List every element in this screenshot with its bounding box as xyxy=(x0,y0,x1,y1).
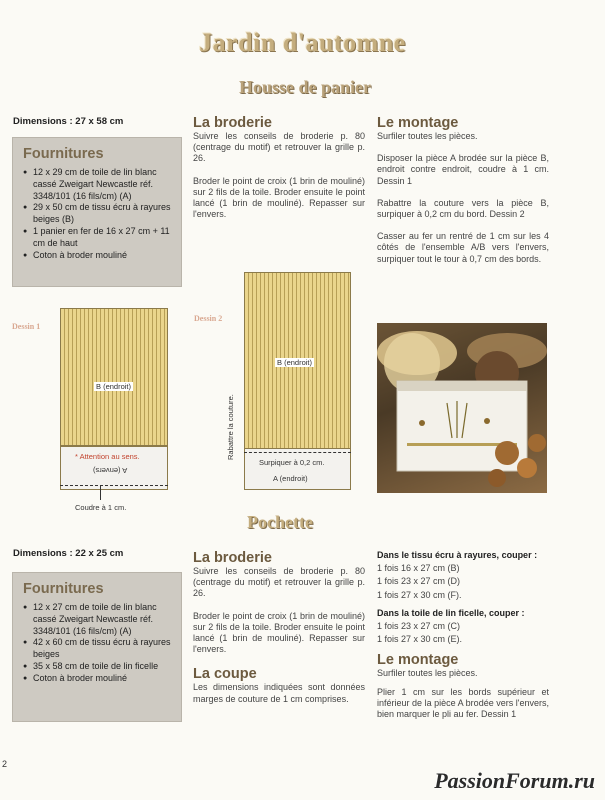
cut-line: 1 fois 27 x 30 cm (F). xyxy=(377,589,462,600)
section-heading: La broderie xyxy=(193,115,272,131)
montage-section-housse xyxy=(377,115,549,276)
coudre-label: Coudre à 1 cm. xyxy=(75,503,127,512)
paragraph: Disposer la pièce A brodée sur la pièce B, endroit contre endroit, coudre à 1 cm. Dessin 1 xyxy=(377,153,549,186)
broderie-section-housse xyxy=(193,115,365,231)
list-item: ● Coton à broder mouliné xyxy=(23,250,173,262)
cut-heading-lin: Dans la toile de lin ficelle, couper : xyxy=(377,607,525,618)
section-heading: Le montage xyxy=(377,115,459,131)
list-item: ● 12 x 27 cm de toile de lin blanc cassé Zweigart Newcastle réf. 3348/101 (16 fils/cm) (A) xyxy=(23,602,173,637)
list-item: ● 12 x 29 cm de toile de lin blanc cassé Zweigart Newcastle réf. 3348/101 (16 fils/cm) (A) xyxy=(23,167,173,202)
paragraph: Broder le point de croix (1 brin de mouliné) sur 2 fils de la toile. Broder ensuite le point lancé (1 brin de mouliné). Repasser sur l'envers. xyxy=(193,175,365,220)
dessin-1-label: Dessin 1 xyxy=(12,322,41,331)
paragraph: Suivre les conseils de broderie p. 80 (centrage du motif) et retrouver la grille p. 26. xyxy=(193,566,365,599)
section-title-pochette: Pochette xyxy=(247,512,313,532)
rabattre-label: Rabattre la couture. xyxy=(226,394,235,460)
section-title-housse: Housse de panier xyxy=(238,77,371,97)
paragraph: Broder le point de croix (1 brin de mouliné) sur 2 fils de la toile. Broder ensuite le point lancé (1 brin de mouliné). Repasser sur l'envers. xyxy=(193,610,365,655)
fournitures-title: Fournitures xyxy=(23,146,104,162)
paragraph: Plier 1 cm sur les bords supérieur et inférieur de la pièce A brodée vers l'envers, bien marquer le pli au fer. Dessin 1 xyxy=(377,686,549,720)
paragraph: Les dimensions indiquées sont données marges de couture de 1 cm comprises. xyxy=(193,682,365,704)
cut-line: 1 fois 16 x 27 cm (B) xyxy=(377,563,460,574)
b-endroit-label: B (endroit) xyxy=(277,358,313,367)
list-item: ● 42 x 60 cm de tissu écru à rayures beiges xyxy=(23,637,173,661)
topstitch-line xyxy=(244,452,351,453)
page-number: 2 xyxy=(2,759,8,769)
paragraph: Surfiler toutes les pièces. xyxy=(377,131,478,141)
cut-line: 1 fois 27 x 30 cm (E). xyxy=(377,634,463,645)
list-item: ● 29 x 50 cm de tissu écru à rayures beiges (B) xyxy=(23,202,173,226)
dimensions-pochette: Dimensions : 22 x 25 cm xyxy=(13,548,124,559)
basket-photo xyxy=(377,323,547,493)
fournitures-list xyxy=(23,602,173,685)
fournitures-box-housse xyxy=(12,137,182,287)
section-heading: La coupe xyxy=(193,666,257,683)
fournitures-title: Fournitures xyxy=(23,581,104,597)
paragraph: Casser au fer un rentré de 1 cm sur les 4 côtés de l'ensemble A/B vers l'envers, surpiquer tout le tour à 0,7 cm des bords. xyxy=(377,231,549,264)
cut-line: 1 fois 23 x 27 cm (C) xyxy=(377,621,461,632)
fabric-b-stripes xyxy=(60,308,168,446)
fabric-a-endroit xyxy=(244,448,351,490)
b-endroit-label: B (endroit) xyxy=(96,382,132,391)
cut-line: 1 fois 23 x 27 cm (D) xyxy=(377,576,461,587)
seam-pointer xyxy=(100,486,101,500)
list-item: ● Coton à broder mouliné xyxy=(23,673,173,685)
seam-line xyxy=(60,485,168,486)
fournitures-list xyxy=(23,167,173,261)
section-heading: La broderie xyxy=(193,550,272,566)
paragraph: Rabattre la couture vers la pièce B, surpiquer à 0,2 cm du bord. Dessin 2 xyxy=(377,197,549,220)
section-heading: Le montage xyxy=(377,652,459,669)
attention-note: * Attention au sens. xyxy=(75,452,140,461)
list-item: ● 1 panier en fer de 16 x 27 cm + 11 cm de haut xyxy=(23,226,173,250)
fabric-a-envers xyxy=(60,446,168,490)
a-envers-label: A (envers) xyxy=(93,466,128,475)
paragraph: Suivre les conseils de broderie p. 80 (centrage du motif) et retrouver la grille p. 26. xyxy=(193,131,365,164)
basket-illustration xyxy=(377,323,547,493)
dessin-2-label: Dessin 2 xyxy=(194,314,223,323)
a-endroit-label: A (endroit) xyxy=(273,474,308,483)
broderie-section-pochette xyxy=(193,550,365,716)
page-title: Jardin d'automne xyxy=(199,28,406,57)
watermark: PassionForum.ru xyxy=(434,768,595,793)
paragraph: Surfiler toutes les pièces. xyxy=(377,668,478,679)
cut-heading-rayures: Dans le tissu écru à rayures, couper : xyxy=(377,550,538,560)
coupe-montage-section-pochette xyxy=(377,550,549,731)
list-item: ● 35 x 58 cm de toile de lin ficelle xyxy=(23,661,173,673)
fournitures-box-pochette xyxy=(12,572,182,722)
surpiquer-label: Surpiquer à 0,2 cm. xyxy=(259,458,325,467)
dimensions-housse: Dimensions : 27 x 58 cm xyxy=(13,116,124,127)
